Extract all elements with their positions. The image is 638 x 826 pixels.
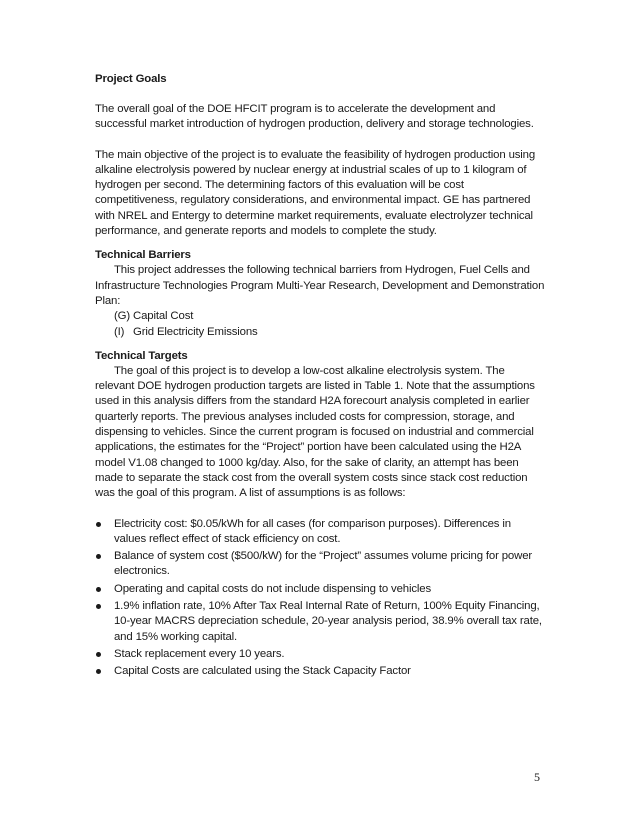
barrier-code: (G) bbox=[114, 310, 130, 323]
page-number: 5 bbox=[534, 770, 540, 784]
bullet-icon bbox=[96, 652, 101, 657]
bullet-icon bbox=[96, 554, 101, 559]
bullet-icon bbox=[96, 669, 101, 674]
barrier-item bbox=[95, 309, 545, 324]
technical-barriers-heading: Technical Barriers bbox=[95, 249, 191, 262]
assumption-text: Electricity cost: $0.05/kWh for all cases (for comparison purposes). Differences in values reflect effect of stack efficiency on cost. bbox=[114, 517, 511, 545]
assumption-text: Stack replacement every 10 years. bbox=[114, 647, 285, 660]
technical-barriers-intro: This project addresses the following technical barriers from Hydrogen, Fuel Cells and Infrastructure Technologies Program Multi-Year Research, Development and Demonstration Plan: bbox=[95, 264, 545, 307]
assumption-text: Balance of system cost ($500/kW) for the “Project” assumes volume pricing for power electronics. bbox=[114, 550, 533, 578]
assumption-item bbox=[95, 599, 545, 645]
barrier-item bbox=[95, 325, 545, 340]
assumption-text: Operating and capital costs do not include dispensing to vehicles bbox=[114, 582, 431, 595]
assumption-text: Capital Costs are calculated using the Stack Capacity Factor bbox=[114, 665, 411, 678]
assumption-item bbox=[95, 517, 545, 548]
project-goals-paragraph-1: The overall goal of the DOE HFCIT program is to accelerate the development and successful market introduction of hydrogen production, delivery and storage technologies. bbox=[95, 103, 534, 131]
barrier-code: (I) bbox=[114, 325, 125, 338]
assumptions-list bbox=[95, 517, 545, 680]
bullet-icon bbox=[96, 522, 101, 527]
assumption-item bbox=[95, 582, 545, 597]
technical-targets-heading: Technical Targets bbox=[95, 349, 188, 362]
assumption-item bbox=[95, 664, 545, 679]
barrier-text: Grid Electricity Emissions bbox=[133, 325, 258, 338]
bullet-icon bbox=[96, 587, 101, 592]
page-content bbox=[95, 72, 545, 682]
project-goals-heading: Project Goals bbox=[95, 73, 167, 85]
bullet-icon bbox=[96, 604, 101, 609]
technical-targets-body: The goal of this project is to develop a low-cost alkaline electrolysis system. The relevant DOE hydrogen production targets are listed in Table 1. Note that the assumptions used in this analysis differs from the standard H2A forecourt analysis completed in earlier quarterly reports. The previous analyses included costs for compression, storage, and dispensing to vehicles. Since the current program is focused on industrial and commercial applications, the estimates for the “Project” portion have been calculated using the H2A model V1.08 changed to 1000 kg/day. Also, for the sake of clarity, an attempt has been made to separate the stack cost from the overall system costs since stack cost reduction was the goal of this program. A list of assumptions is as follows: bbox=[95, 364, 535, 500]
technical-barriers-list bbox=[95, 309, 545, 340]
assumption-item bbox=[95, 647, 545, 662]
barrier-text: Capital Cost bbox=[133, 310, 194, 323]
project-goals-paragraph-2: The main objective of the project is to evaluate the feasibility of hydrogen production using alkaline electrolysis powered by nuclear energy at industrial scales of up to 1 kilogram of hydrogen per second. The determining factors of this evaluation will be cost competitiveness, regulatory considerations, and environmental impact. GE has partnered with NREL and Entergy to determine market requirements, evaluate electrolyzer technical performance, and generate reports and models to complete the study. bbox=[95, 148, 536, 238]
assumption-item bbox=[95, 549, 545, 580]
assumption-text: 1.9% inflation rate, 10% After Tax Real Internal Rate of Return, 100% Equity Financing, 10-year MACRS depreciation schedule, 20-year analysis period, 38.9% overall tax rate, and 15% working capital. bbox=[114, 600, 542, 643]
